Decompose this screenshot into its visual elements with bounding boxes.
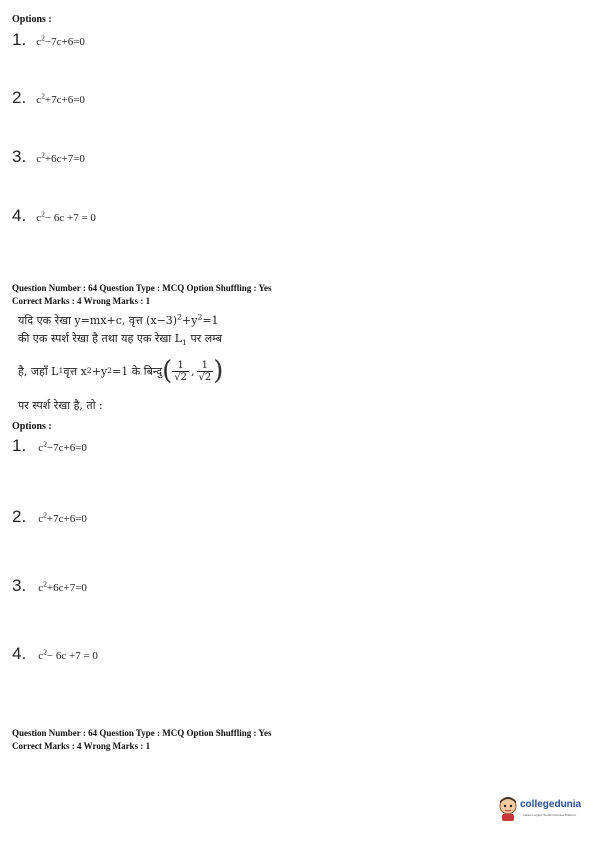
logo-tagline: India's Largest Student Review Platform [523, 813, 577, 817]
mascot-logo-icon [497, 796, 519, 822]
option-equation: $c^2+7c+6=0$ [38, 510, 87, 525]
option-equation: $c^2-7c+6=0$ [38, 439, 87, 454]
logo-name: collegedunia [520, 799, 582, 810]
option-equation: $c^2- 6c +7 = 0$ [38, 647, 98, 662]
options-label: Options : [12, 14, 52, 25]
fraction-2: $\frac{1}{√2}$ [198, 359, 212, 383]
question-meta-line2: Correct Marks : 4 Wrong Marks : 1 [12, 296, 151, 306]
option-2[interactable] [12, 88, 85, 108]
collegedunia-logo [497, 796, 591, 822]
option-3[interactable] [12, 576, 87, 596]
option-number: 3. [12, 576, 27, 595]
question-text-line4: पर स्पर्श रेखा है, तो : [18, 399, 103, 412]
question-text-line2: की एक स्पर्श रेखा है तथा यह एक रेखा $L_1$ पर लम्ब [18, 332, 223, 348]
question-meta-line1: Question Number : 64 Question Type : MCQ Option Shuffling : Yes [12, 283, 272, 293]
fraction-1: $\frac{1}{√2}$ [174, 359, 187, 383]
option-number: 4. [12, 644, 27, 663]
option-number: 4. [12, 206, 27, 225]
option-4[interactable] [12, 206, 96, 226]
option-number: 1. [12, 436, 27, 455]
option-3[interactable] [12, 147, 85, 167]
option-1[interactable] [12, 30, 85, 50]
option-4[interactable] [12, 644, 98, 664]
question-text-line1: यदि एक रेखा y=mx+c, वृत्त $(x-3)^2+y^2=1$ [18, 312, 219, 327]
left-paren: ( [162, 356, 173, 386]
option-number: 2. [12, 88, 27, 107]
option-number: 3. [12, 147, 27, 166]
comma: , [191, 364, 195, 378]
option-2[interactable] [12, 507, 87, 527]
option-equation: $c^2+6c+7=0$ [36, 150, 85, 165]
option-equation: $c^2+6c+7=0$ [38, 579, 87, 594]
option-equation: $c^2-7c+6=0$ [36, 33, 85, 48]
option-equation: $c^2- 6c +7 = 0$ [36, 209, 96, 224]
question-text-line3: है, जहाँ L 1 वृत्त x 2 +y 2 =1 के बिन्दु ( $\frac{1}{√2}$ , $\frac{1}{√2}$ ) [18, 356, 224, 386]
option-equation: $c^2+7c+6=0$ [36, 91, 85, 106]
question-meta-line1: Question Number : 64 Question Type : MCQ Option Shuffling : Yes [12, 728, 272, 738]
question-meta-line2: Correct Marks : 4 Wrong Marks : 1 [12, 741, 151, 751]
right-paren: ) [213, 356, 224, 386]
option-number: 2. [12, 507, 27, 526]
options-label: Options : [12, 421, 52, 432]
option-1[interactable] [12, 436, 87, 456]
option-number: 1. [12, 30, 27, 49]
